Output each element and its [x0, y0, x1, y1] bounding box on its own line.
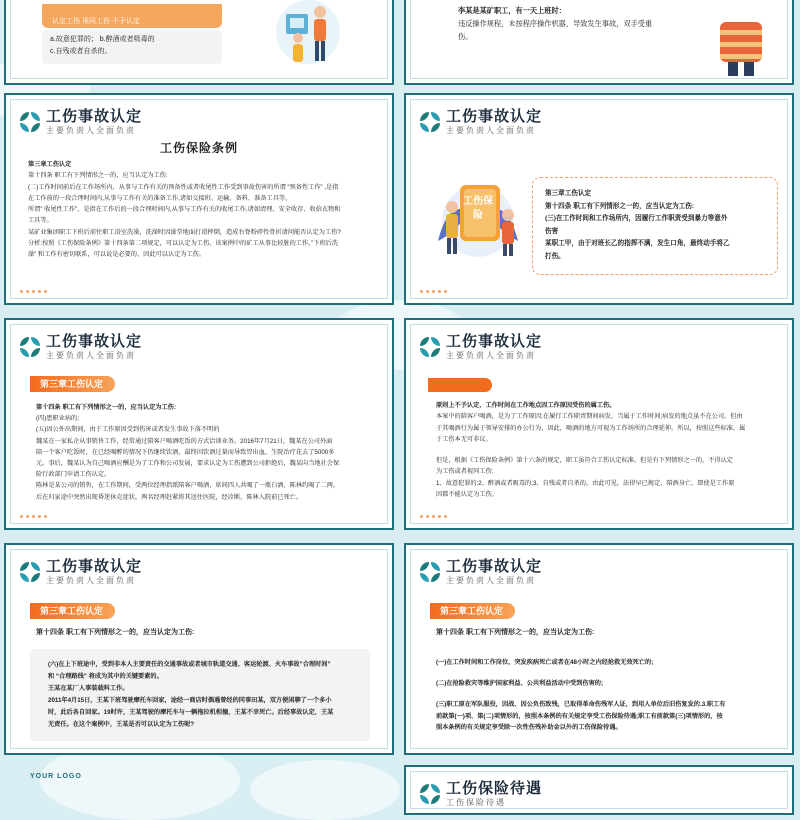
- decor-dots: [20, 290, 47, 293]
- case-line: 违反操作规程，未按程序操作机器，导致发生事故，双手受重: [458, 19, 653, 28]
- chapter-badge: 第三章工伤认定: [430, 603, 515, 619]
- text-line: 后在归家途中突然出现昏迷休克症状，两名经理赶紧将其送往医院，经诊断，陈林入院前已死亡。: [36, 493, 303, 501]
- illustration-label: 工伤保险: [463, 196, 493, 221]
- header-title: 工伤事故认定: [46, 107, 143, 125]
- text-line: 险行政部门申请工伤认定。: [36, 471, 111, 479]
- text-line: 和 “合理路线” 将成为其中的关键要素的。: [48, 673, 163, 680]
- decor-dots: [420, 515, 447, 518]
- text-line: 澡” 和工作有密切联系，可以说是必要的，因此可以认定为工伤。: [28, 251, 206, 259]
- slide-header: [20, 105, 142, 139]
- article-intro: 第十四条 职工有下列情形之一的，应当认定为工伤:: [436, 629, 595, 636]
- decor-dots: [20, 515, 47, 518]
- header-subtitle: 主要负责人全面负责: [46, 125, 136, 135]
- chapter-badge: 第三章工伤认定: [30, 603, 115, 619]
- brand-logo-icon: [420, 112, 440, 132]
- caption-banner: [42, 4, 222, 28]
- text-line: 陪一个客户吃饭时，在已经喝醉的情况下仍继续饮酒，最终因饮酒过量而导致胃出血，生院治疗花去了5000多: [36, 448, 335, 456]
- section-marker: [428, 378, 492, 392]
- header-title: 工伤事故认定: [46, 332, 143, 350]
- slide-drinking-case: [4, 318, 394, 530]
- header-title: 工伤事故认定: [46, 557, 143, 575]
- workers-illustration: [268, 0, 348, 72]
- slide-header: [20, 555, 142, 589]
- text-line: 第三章工伤认定: [545, 190, 592, 197]
- case-box: [30, 649, 370, 741]
- text-line: 所谓” 收尾性工作”，是指在工作后的一段合理时间内,从事与工作有关的收尾工作,诸如清理、安全收存、收拾衣物和: [28, 206, 341, 214]
- text-line: 时，此后各自回家。19时许，王某驾驶的摩托车与一辆拖拉机相撞，王某不幸死亡。后经事故认定，王某: [48, 709, 334, 716]
- slide-top-right: [404, 0, 794, 85]
- text-line: 第十四条 职工有下列情形之一的，应当认定为工伤:: [36, 404, 176, 411]
- bg-cloud: [250, 760, 400, 820]
- regulation-title: 工伤保险条例: [159, 141, 238, 155]
- brand-logo-icon: [420, 337, 440, 357]
- caption-text: 认定工伤 视同工伤 不予认定: [52, 18, 140, 25]
- text-line: 第十四条 职工有下列情形之一的，应当认定为工伤:: [545, 202, 695, 210]
- slide-header: [420, 330, 542, 364]
- header-subtitle: 主要负责人全面负责: [446, 125, 536, 135]
- header-title: 工伤保险待遇: [446, 779, 543, 797]
- slide-regulation: [4, 93, 394, 305]
- text-line: 某矿业集团职工下班后前往职工浴室洗澡，洗澡时因澡堂地面打滑摔倒，造成右脊粉碎性骨折请问能否认定为工伤?: [28, 228, 341, 236]
- header-title: 工伤事故认定: [446, 107, 543, 125]
- text-line: 陈林是某公司的销售，在工作期间，受两位经理指派陪客户喝酒，席间四人共喝了一瓶白酒，陈林约喝了二两，: [36, 482, 340, 490]
- text-line: 伤害: [545, 227, 559, 235]
- text-line: (六)在上下班途中，受到非本人主要责任的交通事故或者城市轨道交通、客运轮渡、火车事故”合理时间”: [48, 661, 331, 668]
- text-line: 魏某在一家私企从事销售工作，经常通过陪客户喝酒吃饭的方式洽谈业务。2016年7月21日，魏某在公司外面: [36, 437, 333, 445]
- brand-logo-icon: [420, 562, 440, 582]
- brand-logo-icon: [20, 562, 40, 582]
- text-line: 于工伤本无可非议。: [436, 435, 492, 443]
- text-line: 前款第(一)项、第(二)项情形的，按照本条例的有关规定享受工伤保险待遇;职工有前款第(三)项情形的，按: [436, 712, 723, 720]
- text-line: (三)在工作时间和工作场所内，因履行工作职责受到暴力等意外: [545, 215, 728, 222]
- case-line: 李某是某矿职工，有一天上班时：: [458, 6, 566, 15]
- slide-illness-case: [404, 543, 794, 755]
- slide-header: [420, 777, 542, 811]
- text-line: 但是，根据《工伤保险条例》第十六条的规定，职工虽符合工伤认定标准，但是有下列情形之一的，不得认定: [436, 457, 733, 465]
- brand-logo-icon: [420, 784, 440, 804]
- slide-header: [420, 105, 542, 139]
- header-subtitle: 主要负责人全面负责: [46, 575, 136, 585]
- slide-commute-case: [4, 543, 394, 755]
- text-line: 本案中的陪客户喝酒，是为了工作原因;在履行工作职责期间病发，当属于工作时间;病发的地点虽不在公司，但由: [436, 413, 743, 421]
- article-intro: 第十四条 职工有下列情形之一的，应当认定为工伤:: [36, 629, 195, 636]
- brand-logo-icon: [20, 337, 40, 357]
- text-line: (四)患职业病的;: [36, 415, 79, 423]
- header-subtitle: 主要负责人全面负责: [446, 350, 536, 360]
- chapter-badge: 第三章工伤认定: [30, 376, 115, 392]
- header-title: 工伤事故认定: [446, 557, 543, 575]
- slide-header: [420, 555, 542, 589]
- text-line: 第十四条 职工有下列情形之一的，应当认定为工伤:: [28, 172, 168, 180]
- text-line: (三)职工原在军队服役，因战、因公负伤致残，已取得革命伤残军人证，到用人单位后旧伤复发的.3.职工有: [436, 701, 726, 709]
- your-logo: YOUR LOGO: [30, 773, 82, 780]
- text-line: 为工伤或者视同工伤:: [436, 468, 494, 476]
- slide-header: [20, 330, 142, 364]
- header-subtitle: 主要负责人全面负责: [46, 350, 136, 360]
- decor-dots: [420, 290, 447, 293]
- exclusion-item: c.自残或者自杀的。: [50, 47, 112, 55]
- brand-logo-icon: [20, 112, 40, 132]
- text-line: 原则上不予认定，工作时间在工作地点因工作原因受伤的属工伤。: [436, 402, 616, 409]
- slide-benefits: [404, 765, 794, 815]
- header-subtitle: 主要负责人全面负责: [446, 575, 536, 585]
- text-line: 无责任。在这个案例中，王某是否可以认定为工伤呢?: [48, 721, 195, 728]
- text-line: 元。事后，魏某认为自己喝酒应酬是为了工作和公司发展，要求认定为工伤遭到公司拒绝后，魏某向当地社会保: [36, 460, 340, 468]
- worker-striped-shirt-illustration: [706, 0, 776, 77]
- text-line: 因都不能认定为工伤。: [436, 491, 498, 499]
- header-subtitle: 工伤保险待遇: [446, 797, 506, 807]
- text-line: (五)因公外出期间，由于工作原因受到伤害或者发生事故下落不明的: [36, 426, 220, 434]
- text-line: 分析:按照《工伤保险条例》第十四条第二项规定，可以认定为工伤。该案例中的矿工从事比较脏的工作，”下班后洗: [28, 240, 339, 248]
- text-line: 第三章工伤认定: [28, 161, 72, 168]
- text-line: 照本条例的有关规定享受除一次性伤残补助金以外的工伤保险待遇。: [436, 723, 622, 731]
- slide-violence-injury: [404, 93, 794, 305]
- exclusion-item: a.故意犯罪的； b.醉酒或者吸毒的: [50, 36, 155, 43]
- text-line: 某职工甲，由于对班长乙的指挥不满，发生口角，最终动手将乙: [545, 240, 730, 247]
- case-box: [532, 177, 778, 275]
- text-line: 打伤。: [545, 252, 565, 260]
- text-line: 在工作前的一段合理时间内,从事与工作有关的准备工作,诸如交接班、运输、备料、准备工具等。: [28, 194, 292, 202]
- text-line: (二)在抢险救灾等维护国家利益、公共利益活动中受到伤害的;: [436, 680, 604, 688]
- text-line: (一)在工作时间和工作岗位，突发疾病死亡或者在48小时之内经抢救无效死亡的;: [436, 659, 654, 666]
- text-line: 王某在某厂人事装载科工作。: [48, 685, 129, 692]
- text-line: 工具等。: [28, 217, 53, 225]
- exclusion-box: [42, 30, 222, 64]
- slide-top-left: [4, 0, 394, 85]
- case-line: 伤。: [458, 32, 473, 41]
- slide-analysis: [404, 318, 794, 530]
- header-title: 工伤事故认定: [446, 332, 543, 350]
- text-line: 2011年4月15日，王某下班驾驶摩托车回家，途经一商店时偶遇曾经的同事田某，双方便闲聊了一个多小: [48, 697, 332, 704]
- text-line: 于其喝酒行为属于领导安排的办公行为，因此，喝酒的地方可视为工作场所的合理延伸。所以，按照这些标准，属: [436, 424, 746, 432]
- text-line: 1、故意犯罪的;2、醉酒或者吸毒的;3、自残或者自杀的。由此可见，法律早已规定，陪酒身亡，即使是工作原: [436, 479, 735, 487]
- text-line: (二)工作时间前后在工作场所内，从事与工作有关的预备性或者收尾性工作受到事故伤害的所谓 “预备性工作” ,是指: [28, 183, 339, 191]
